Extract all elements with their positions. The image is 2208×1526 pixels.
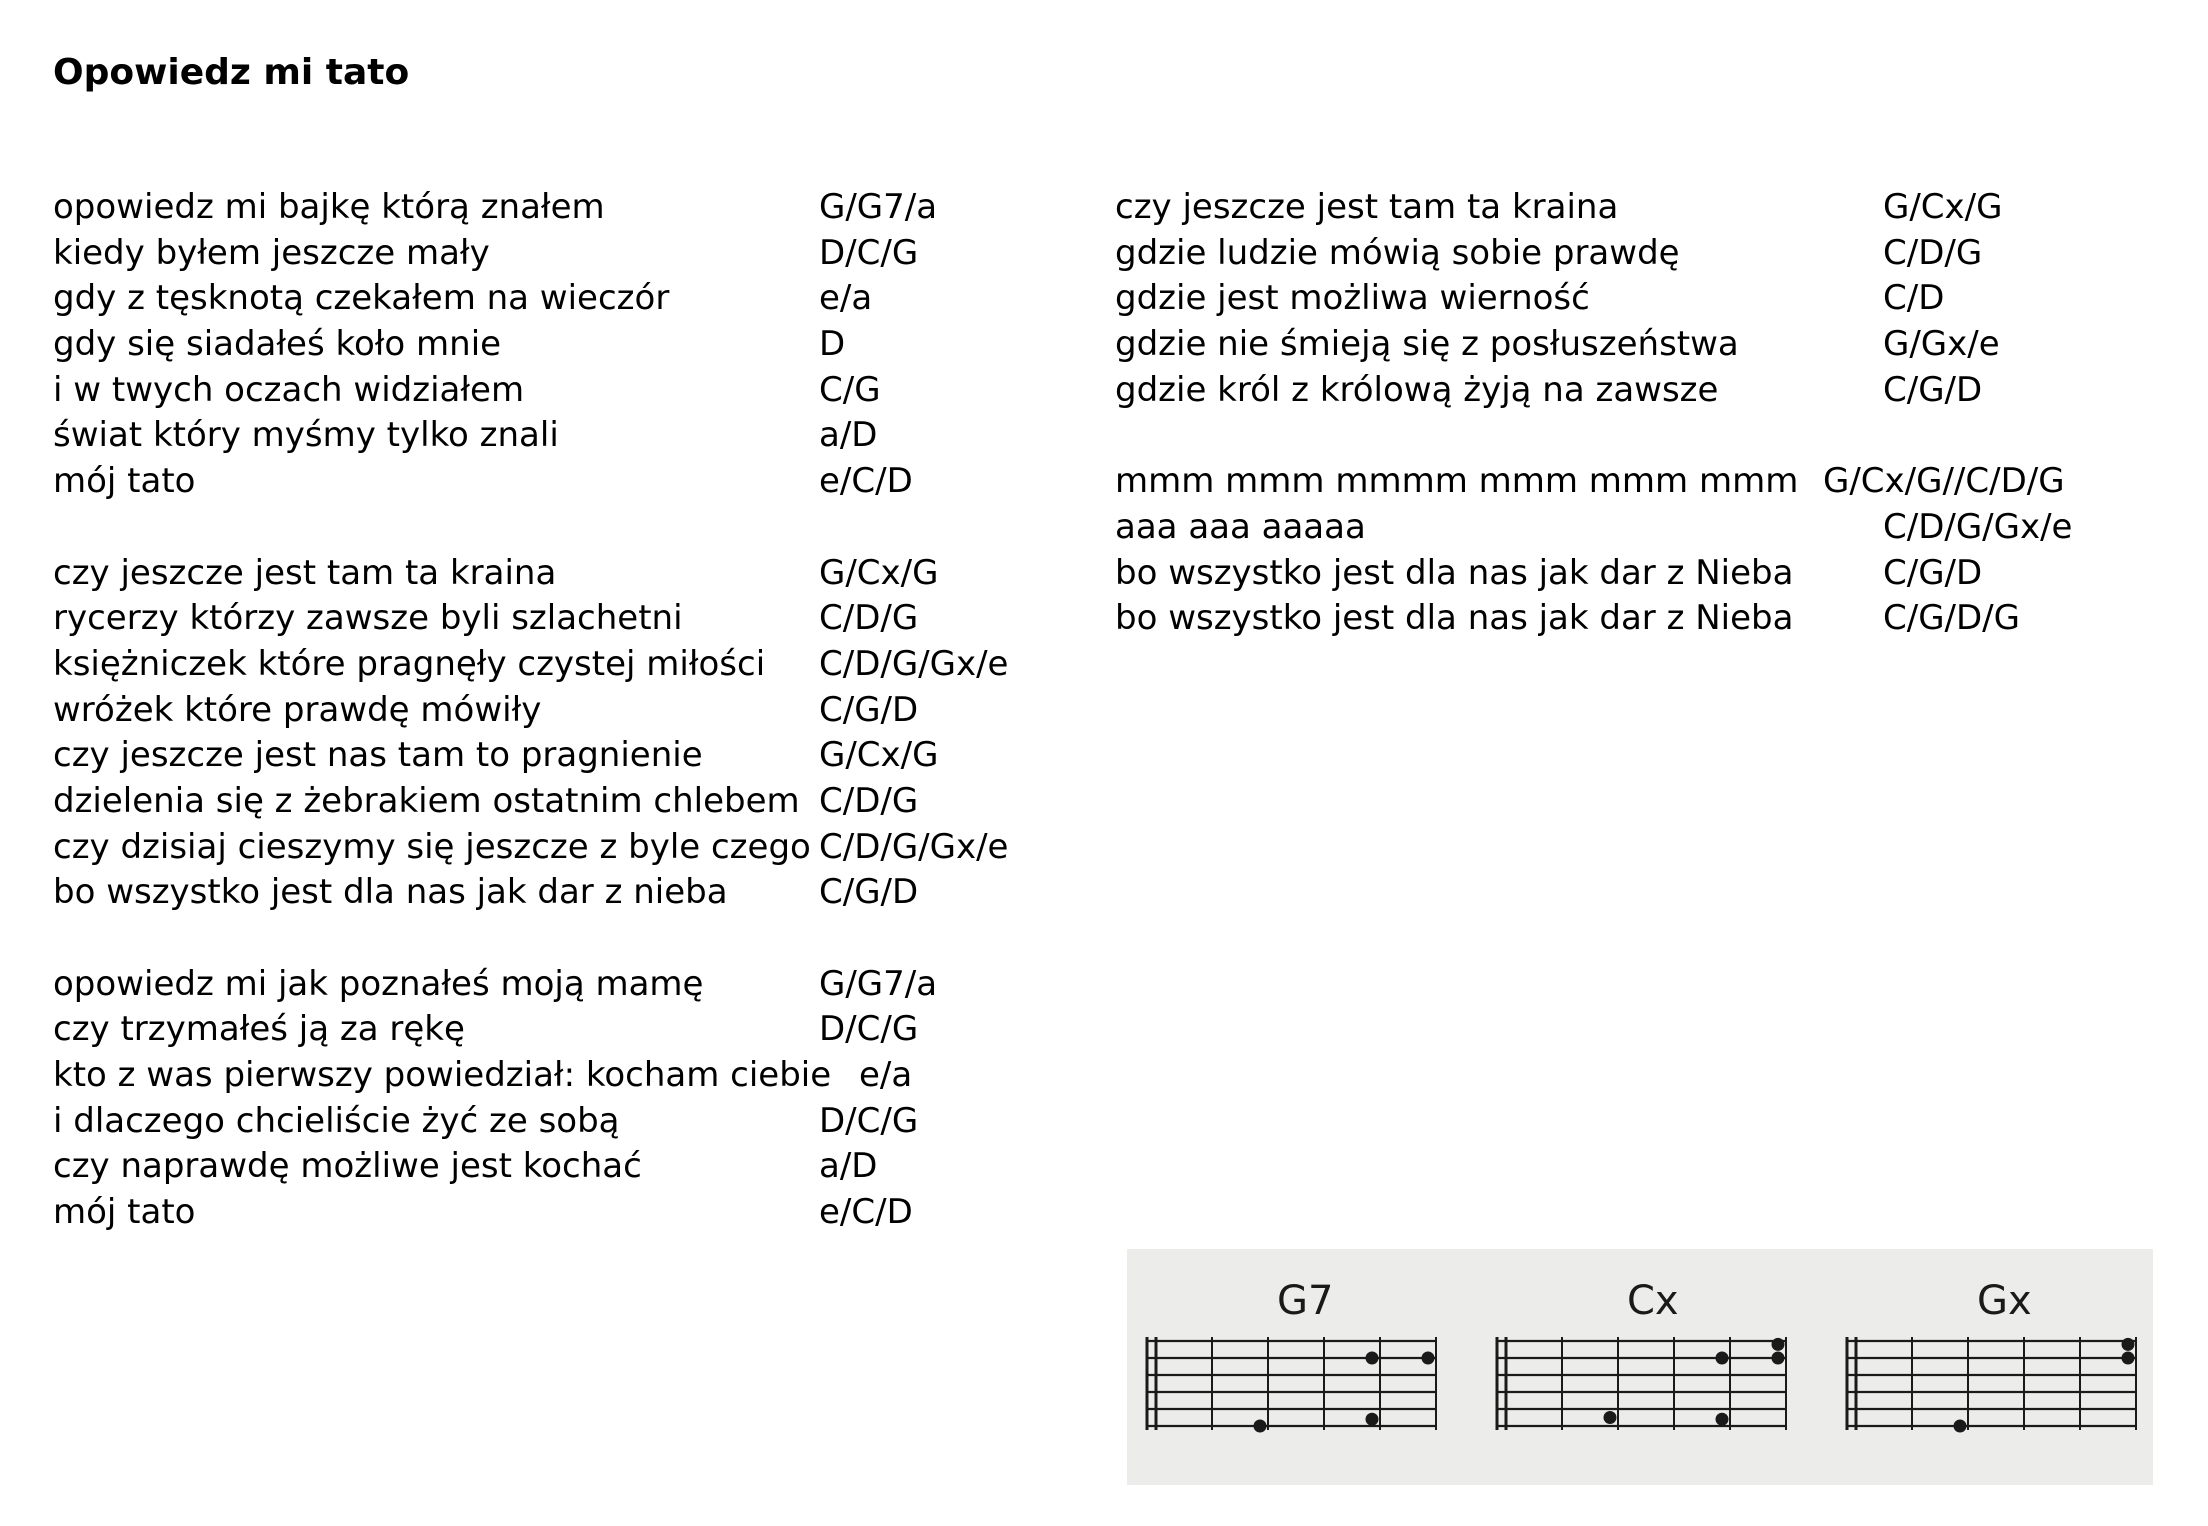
- chord-text: C/G: [819, 369, 881, 410]
- lyric-text: gdy się siadałeś koło mnie: [53, 324, 502, 365]
- lyric-text: mmm mmm mmmm mmm mmm mmm: [1115, 461, 1799, 502]
- lyric-text: bo wszystko jest dla nas jak dar z Nieba: [1115, 598, 1794, 639]
- lyric-line: [53, 368, 1053, 414]
- chord-finger-dot: [2122, 1338, 2135, 1351]
- chord-finger-dot: [1422, 1352, 1435, 1365]
- chord-finger-dot: [1366, 1413, 1379, 1426]
- chord-text: C/D/G/Gx/e: [819, 643, 1009, 684]
- chord-text: C/D/G: [819, 598, 919, 639]
- lyric-text: i dlaczego chcieliście żyć ze sobą: [53, 1100, 620, 1141]
- chord-diagram: [1497, 1278, 1787, 1430]
- lyric-line: [53, 733, 1053, 779]
- chord-text: C/D/G/Gx/e: [1883, 506, 2073, 547]
- lyric-text: świat który myśmy tylko znali: [53, 415, 559, 456]
- lyric-line: [53, 642, 1053, 688]
- lyric-line: [53, 962, 1053, 1008]
- lyric-line: [53, 551, 1053, 597]
- song-title: Opowiedz mi tato: [53, 52, 410, 93]
- chord-finger-dot: [1772, 1352, 1785, 1365]
- lyric-line: [53, 779, 1053, 825]
- lyric-line: [53, 413, 1053, 459]
- lyric-text: mój tato: [53, 1192, 196, 1233]
- lyric-line: [1115, 505, 2175, 551]
- lyric-line: [53, 1007, 1053, 1053]
- lyric-line: [53, 276, 1053, 322]
- lyric-text: czy dzisiaj cieszymy się jeszcze z byle czego: [53, 826, 811, 867]
- chord-text: G/G7/a: [819, 187, 938, 227]
- lyric-text: aaa aaa aaaaa: [1115, 506, 1366, 547]
- lyric-line: [1115, 596, 2175, 642]
- lyric-line: [53, 231, 1053, 277]
- chord-diagram-label: G7: [1277, 1278, 1334, 1324]
- lyric-text: czy naprawdę możliwe jest kochać: [53, 1146, 642, 1187]
- chord-text: G/Cx/G: [1883, 187, 2003, 227]
- lyric-line: [1115, 459, 2175, 505]
- lyric-line: [53, 1190, 1053, 1236]
- lyric-line: [53, 459, 1053, 505]
- chord-text: a/D: [819, 1146, 878, 1187]
- lyric-text: dzielenia się z żebrakiem ostatnim chlebem: [53, 780, 800, 821]
- left-lyrics-column: [53, 185, 1053, 1236]
- chord-finger-dot: [2122, 1352, 2135, 1365]
- chord-text: C/D: [1883, 278, 1945, 319]
- lyric-text: gdy z tęsknotą czekałem na wieczór: [53, 278, 670, 319]
- chord-text: C/D/G: [1883, 232, 1983, 273]
- lyric-line: [53, 596, 1053, 642]
- chord-text: e/C/D: [819, 461, 913, 502]
- lyric-text: wróżek które prawdę mówiły: [53, 689, 542, 730]
- chord-text: C/G/D: [1883, 552, 1983, 593]
- chord-finger-dot: [1772, 1338, 1785, 1351]
- lyric-line: [1115, 231, 2175, 277]
- lyric-line: [1115, 276, 2175, 322]
- chord-text: C/D/G/Gx/e: [819, 826, 1009, 867]
- chord-text: C/D/G: [819, 780, 919, 821]
- chord-diagram-label: Cx: [1627, 1278, 1679, 1324]
- lyric-line: [53, 870, 1053, 916]
- lyric-text: kto z was pierwszy powiedział: kocham ciebie: [53, 1055, 832, 1096]
- lyric-text: rycerzy którzy zawsze byli szlachetni: [53, 598, 683, 639]
- chord-finger-dot: [1254, 1420, 1267, 1433]
- right-lyrics-column: [1115, 185, 2175, 642]
- chord-text: C/G/D: [819, 689, 919, 730]
- lyric-text: bo wszystko jest dla nas jak dar z nieba: [53, 872, 728, 913]
- lyric-line: [1115, 322, 2175, 368]
- lyric-line: [53, 1144, 1053, 1190]
- chord-diagrams-image: [1127, 1249, 2153, 1485]
- lyric-text: czy jeszcze jest nas tam to pragnienie: [53, 735, 703, 776]
- chord-text: e/a: [819, 278, 873, 319]
- stanza-gap: [53, 505, 1053, 551]
- lyric-line: [1115, 185, 2175, 231]
- lyric-line: [53, 1053, 1053, 1099]
- chord-text: D/C/G: [819, 1100, 919, 1141]
- chord-diagram: [1147, 1278, 1437, 1433]
- chord-finger-dot: [1366, 1352, 1379, 1365]
- lyric-text: mój tato: [53, 461, 196, 502]
- chord-finger-dot: [1604, 1411, 1617, 1424]
- chord-diagrams-svg: [1127, 1249, 2153, 1485]
- lyric-line: [1115, 551, 2175, 597]
- lyric-text: czy jeszcze jest tam ta kraina: [53, 552, 557, 593]
- lyric-line: [53, 825, 1053, 871]
- lyric-text: czy trzymałeś ją za rękę: [53, 1009, 465, 1050]
- lyric-text: kiedy byłem jeszcze mały: [53, 232, 490, 273]
- chord-text: e/C/D: [819, 1192, 913, 1233]
- chord-text: G/Cx/G: [819, 735, 939, 776]
- lyric-line: [53, 1099, 1053, 1145]
- chord-text: C/G/D/G: [1883, 598, 2020, 639]
- chord-finger-dot: [1716, 1413, 1729, 1426]
- chord-text: G/Gx/e: [1883, 324, 2000, 365]
- lyric-line: [53, 322, 1053, 368]
- chord-text: a/D: [819, 415, 878, 456]
- chord-finger-dot: [1716, 1352, 1729, 1365]
- chord-finger-dot: [1954, 1420, 1967, 1433]
- chord-text: e/a: [859, 1055, 913, 1096]
- chord-text: G/G7/a: [819, 963, 938, 1004]
- lyric-text: opowiedz mi bajkę którą znałem: [53, 187, 605, 227]
- lyric-text: opowiedz mi jak poznałeś moją mamę: [53, 963, 704, 1004]
- lyric-text: gdzie nie śmieją się z posłuszeństwa: [1115, 324, 1739, 365]
- lyric-line: [53, 688, 1053, 734]
- chord-text: D/C/G: [819, 1009, 919, 1050]
- lyric-text: gdzie król z królową żyją na zawsze: [1115, 369, 1719, 410]
- lyric-text: gdzie ludzie mówią sobie prawdę: [1115, 232, 1680, 273]
- chord-diagram-label: Gx: [1977, 1278, 2032, 1324]
- lyric-text: gdzie jest możliwa wierność: [1115, 278, 1590, 319]
- lyric-text: i w twych oczach widziałem: [53, 369, 525, 410]
- chord-diagram: [1847, 1278, 2137, 1433]
- chord-text: D: [819, 324, 846, 365]
- lyric-text: bo wszystko jest dla nas jak dar z Nieba: [1115, 552, 1794, 593]
- lyric-text: księżniczek które pragnęły czystej miłości: [53, 643, 766, 684]
- chord-text: D/C/G: [819, 232, 919, 273]
- stanza-gap: [53, 916, 1053, 962]
- chord-text: G/Cx/G: [819, 552, 939, 593]
- chord-text: G/Cx/G//C/D/G: [1823, 461, 2065, 502]
- chord-text: C/G/D: [819, 872, 919, 913]
- stanza-gap: [1115, 413, 2175, 459]
- chord-text: C/G/D: [1883, 369, 1983, 410]
- lyric-line: [53, 185, 1053, 231]
- lyric-line: [1115, 368, 2175, 414]
- lyric-text: czy jeszcze jest tam ta kraina: [1115, 187, 1619, 227]
